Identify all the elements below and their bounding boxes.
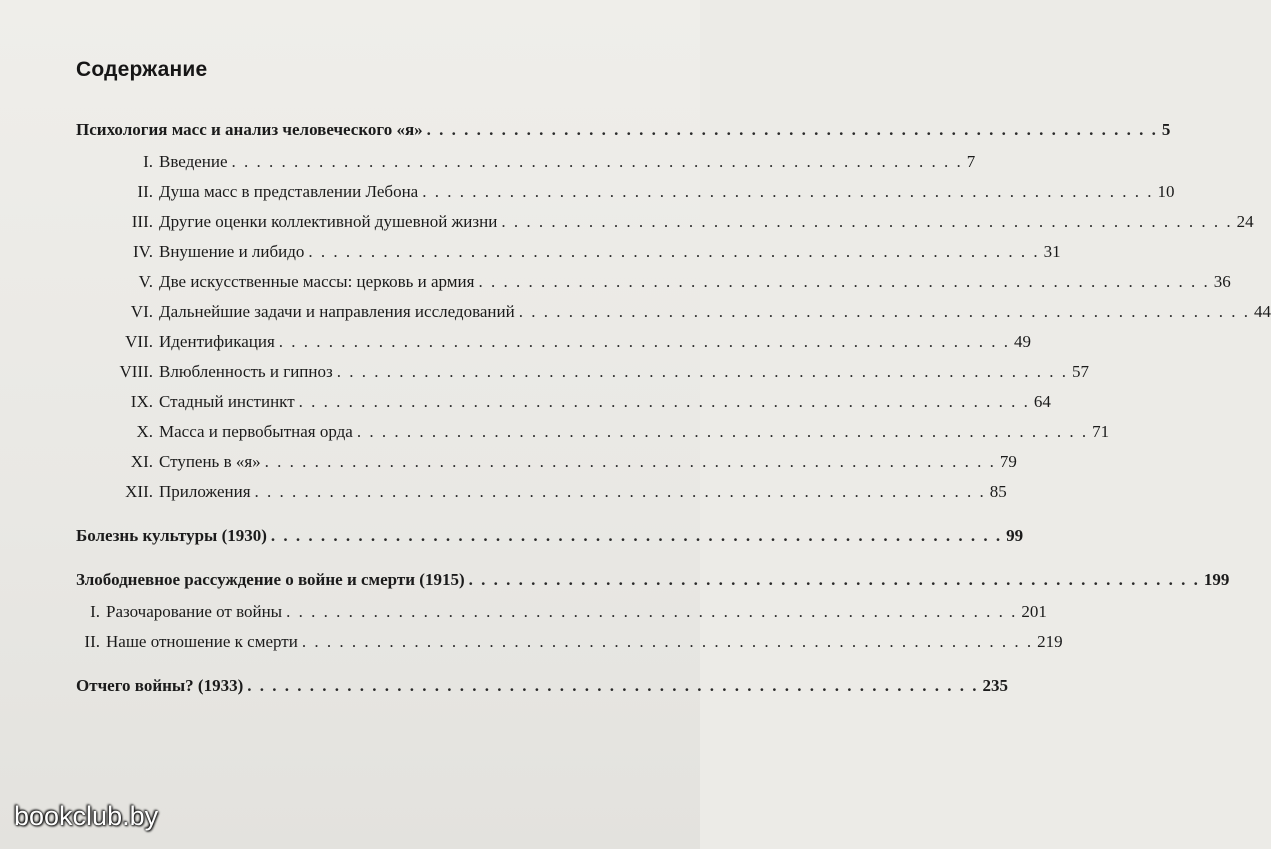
toc-entry-number: VII. — [125, 332, 153, 351]
dot-leader: . . . . . . . . . . . . . . . . . . . . . . . . . . . . . . . . . . . . . . . . . . . . . . . . . . . . . . . . . . . — [308, 242, 1040, 261]
toc-entry-title: Душа масс в представлении Лебона — [159, 182, 419, 201]
toc-entry-page: 7 — [966, 152, 976, 171]
toc-entry-title: Ступень в «я» — [159, 452, 261, 471]
toc-entry — [76, 630, 1063, 654]
toc-entry-page: 219 — [1037, 632, 1063, 651]
toc-entry — [76, 300, 1271, 324]
dot-leader: . . . . . . . . . . . . . . . . . . . . . . . . . . . . . . . . . . . . . . . . . . . . . . . . . . . . . . . . . . . — [468, 570, 1200, 589]
dot-leader: . . . . . . . . . . . . . . . . . . . . . . . . . . . . . . . . . . . . . . . . . . . . . . . . . . . . . . . . . . . — [301, 632, 1034, 651]
dot-leader: . . . . . . . . . . . . . . . . . . . . . . . . . . . . . . . . . . . . . . . . . . . . . . . . . . . . . . . . . . . — [231, 152, 963, 171]
dot-leader: . . . . . . . . . . . . . . . . . . . . . . . . . . . . . . . . . . . . . . . . . . . . . . . . . . . . . . . . . . . — [356, 422, 1089, 441]
toc-entry — [76, 450, 1017, 474]
toc-entry-number: X. — [136, 422, 153, 441]
dot-leader: . . . . . . . . . . . . . . . . . . . . . . . . . . . . . . . . . . . . . . . . . . . . . . . . . . . . . . . . . . . — [426, 120, 1158, 139]
toc-entry — [76, 180, 1175, 204]
dot-leader: . . . . . . . . . . . . . . . . . . . . . . . . . . . . . . . . . . . . . . . . . . . . . . . . . . . . . . . . . . . — [264, 452, 996, 471]
watermark-text: bookclub.by — [14, 801, 159, 831]
toc-entry-page: 49 — [1014, 332, 1032, 351]
toc-entry — [76, 524, 1024, 548]
toc-entry-title: Масса и первобытная орда — [159, 422, 353, 441]
toc-entry-page: 79 — [999, 452, 1017, 471]
dot-leader: . . . . . . . . . . . . . . . . . . . . . . . . . . . . . . . . . . . . . . . . . . . . . . . . . . . . . . . . . . . — [278, 332, 1011, 351]
toc-entry — [76, 390, 1051, 414]
dot-leader: . . . . . . . . . . . . . . . . . . . . . . . . . . . . . . . . . . . . . . . . . . . . . . . . . . . . . . . . . . . — [298, 392, 1030, 411]
dot-leader: . . . . . . . . . . . . . . . . . . . . . . . . . . . . . . . . . . . . . . . . . . . . . . . . . . . . . . . . . . . — [247, 676, 979, 695]
toc-entry-page: 31 — [1043, 242, 1061, 261]
toc-entry-number: IX. — [130, 392, 153, 411]
toc-entry-number: XII. — [125, 482, 153, 501]
toc-entry — [76, 600, 1047, 624]
toc-entry-title: Влюбленность и гипноз — [159, 362, 333, 381]
toc-entry-title: Приложения — [159, 482, 251, 501]
toc-entry-number: VI. — [130, 302, 153, 321]
toc-entry-title: Другие оценки коллективной душевной жизни — [159, 212, 498, 231]
dot-leader: . . . . . . . . . . . . . . . . . . . . . . . . . . . . . . . . . . . . . . . . . . . . . . . . . . . . . . . . . . . — [270, 526, 1003, 545]
page-title: Содержание — [76, 58, 208, 81]
toc-entry-title: Две искусственные массы: церковь и армия — [159, 272, 475, 291]
toc-entry-page: 85 — [989, 482, 1007, 501]
toc-entry-page: 44 — [1253, 302, 1271, 321]
toc-entry — [76, 420, 1110, 444]
toc-entry-number: IV. — [133, 242, 153, 261]
toc-entry-page: 235 — [982, 676, 1009, 695]
toc-entry-page: 199 — [1203, 570, 1230, 589]
dot-leader: . . . . . . . . . . . . . . . . . . . . . . . . . . . . . . . . . . . . . . . . . . . . . . . . . . . . . . . . . . . — [501, 212, 1233, 231]
dot-leader: . . . . . . . . . . . . . . . . . . . . . . . . . . . . . . . . . . . . . . . . . . . . . . . . . . . . . . . . . . . — [422, 182, 1154, 201]
dot-leader: . . . . . . . . . . . . . . . . . . . . . . . . . . . . . . . . . . . . . . . . . . . . . . . . . . . . . . . . . . . — [478, 272, 1210, 291]
dot-leader: . . . . . . . . . . . . . . . . . . . . . . . . . . . . . . . . . . . . . . . . . . . . . . . . . . . . . . . . . . . — [518, 302, 1250, 321]
toc-entry — [76, 118, 1171, 142]
toc-entry-title: Болезнь культуры (1930) — [76, 526, 267, 545]
toc-entry-page: 36 — [1213, 272, 1231, 291]
toc-entry — [76, 270, 1231, 294]
toc-entry-title: Злободневное рассуждение о войне и смерти (1915) — [76, 570, 465, 589]
toc-entry-title: Отчего войны? (1933) — [76, 676, 244, 695]
toc-entry — [76, 150, 976, 174]
toc-entry-number: II. — [84, 632, 100, 651]
toc-entry-number: III. — [131, 212, 153, 231]
toc-entry-title: Стадный инстинкт — [159, 392, 295, 411]
toc-entry — [76, 210, 1254, 234]
toc-entry-title: Введение — [159, 152, 228, 171]
toc-entry — [76, 240, 1061, 264]
toc-entry-page: 57 — [1071, 362, 1089, 381]
toc-entry-page: 24 — [1236, 212, 1254, 231]
toc-entry — [76, 568, 1230, 592]
toc-entry-title: Внушение и либидо — [159, 242, 305, 261]
toc-entry-title: Психология масс и анализ человеческого «я» — [76, 120, 423, 139]
toc-entry-number: II. — [137, 182, 153, 201]
toc-entry — [76, 360, 1089, 384]
toc-entry-page: 99 — [1006, 526, 1024, 545]
toc-entry — [76, 330, 1032, 354]
toc-entry-title: Наше отношение к смерти — [106, 632, 298, 651]
toc-entry-number: V. — [138, 272, 153, 291]
toc-entry-title: Разочарование от войны — [106, 602, 283, 621]
toc-entry-title: Дальнейшие задачи и направления исследований — [159, 302, 515, 321]
toc-entry-page: 64 — [1033, 392, 1051, 411]
toc-entry — [76, 480, 1007, 504]
toc-entry-page: 71 — [1092, 422, 1110, 441]
toc-entry-title: Идентификация — [159, 332, 275, 351]
toc-entry-number: VIII. — [119, 362, 153, 381]
toc-entry-number: I. — [143, 152, 153, 171]
toc-entry-page: 10 — [1157, 182, 1175, 201]
toc-entry-number: XI. — [130, 452, 153, 471]
toc-entry-number: I. — [90, 602, 100, 621]
dot-leader: . . . . . . . . . . . . . . . . . . . . . . . . . . . . . . . . . . . . . . . . . . . . . . . . . . . . . . . . . . . — [336, 362, 1068, 381]
dot-leader: . . . . . . . . . . . . . . . . . . . . . . . . . . . . . . . . . . . . . . . . . . . . . . . . . . . . . . . . . . . — [286, 602, 1018, 621]
toc-entry-page: 5 — [1161, 120, 1171, 139]
toc-entry — [76, 674, 1009, 698]
toc-entry-page: 201 — [1021, 602, 1047, 621]
dot-leader: . . . . . . . . . . . . . . . . . . . . . . . . . . . . . . . . . . . . . . . . . . . . . . . . . . . . . . . . . . . — [254, 482, 986, 501]
